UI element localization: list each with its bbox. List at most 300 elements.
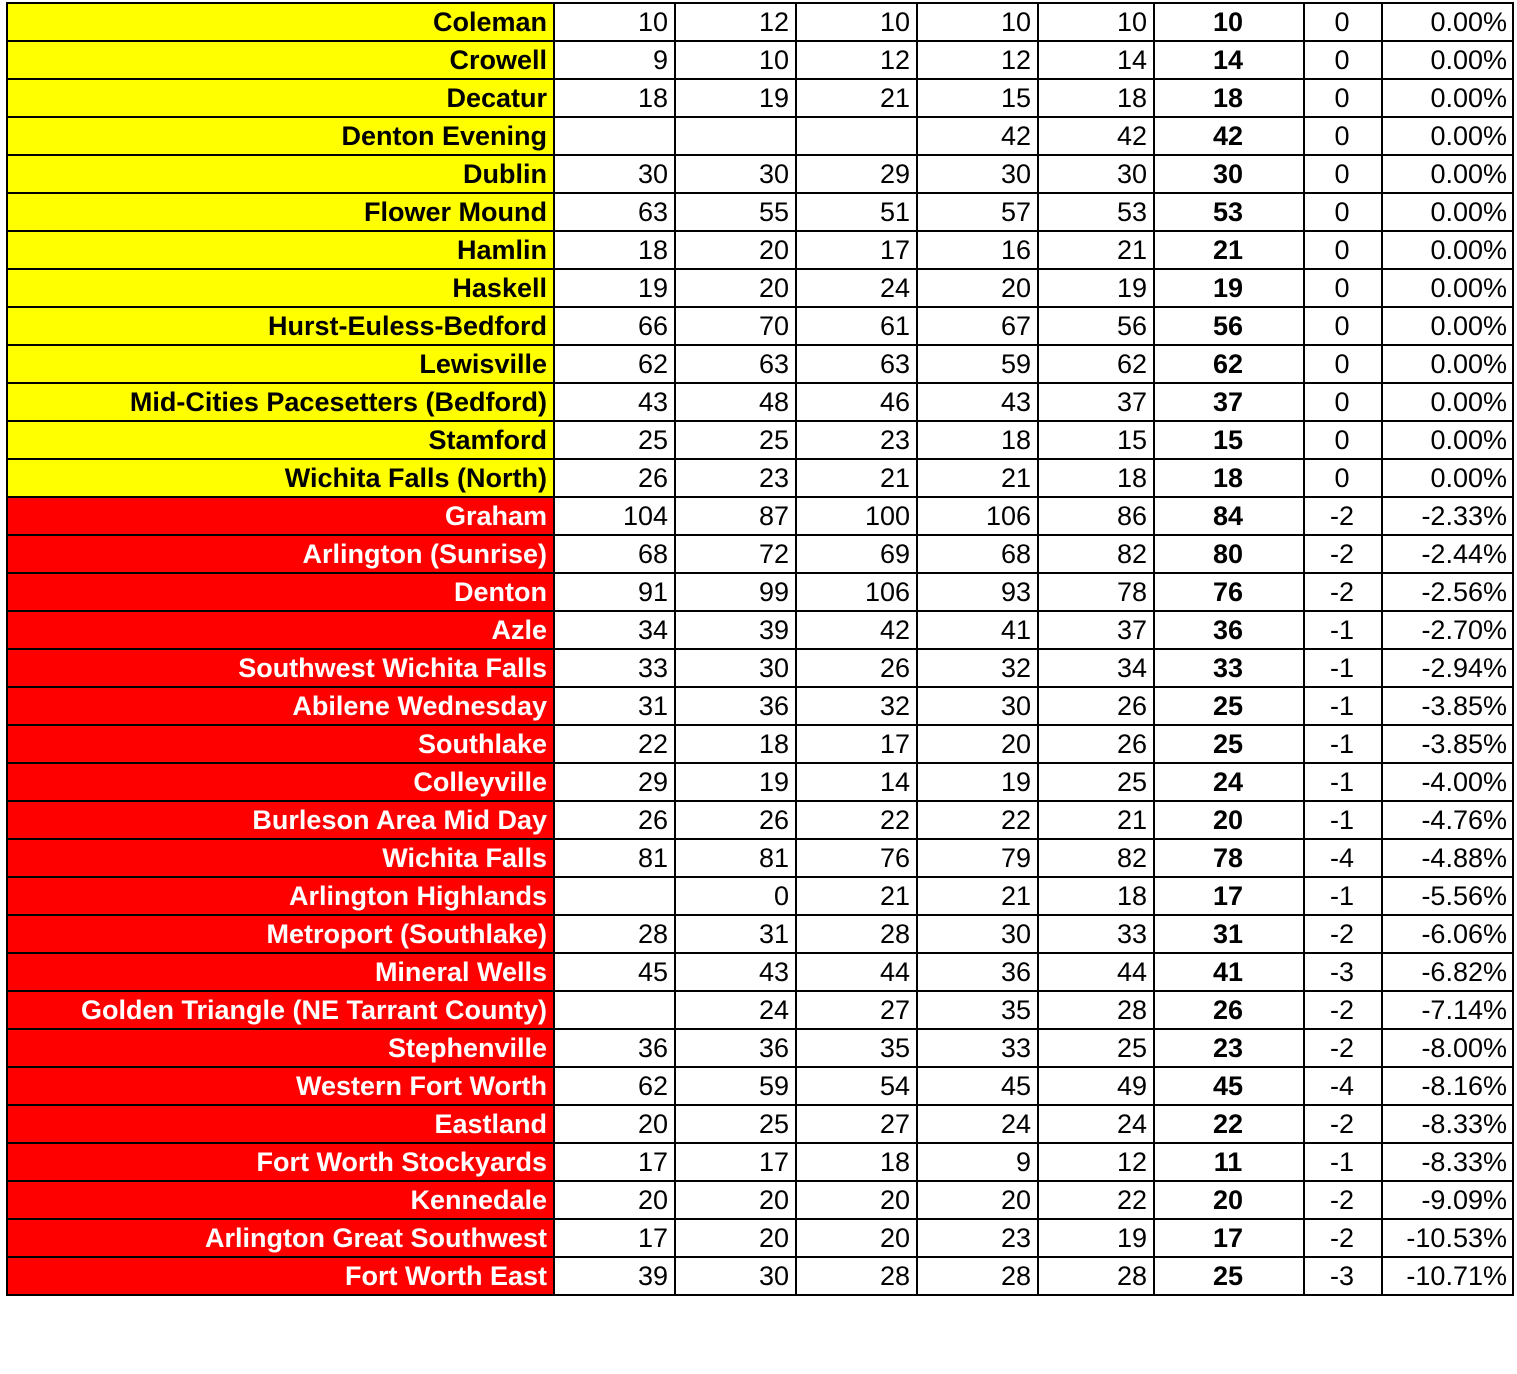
year5-cell[interactable]: 24 [1038,1105,1154,1143]
change-cell[interactable]: -2 [1304,1181,1382,1219]
current-count-cell[interactable]: 31 [1154,915,1304,953]
year3-cell[interactable]: 27 [796,1105,917,1143]
club-name-cell[interactable]: Haskell [7,269,554,307]
club-name-cell[interactable]: Dublin [7,155,554,193]
percent-change-cell[interactable]: -3.85% [1382,725,1513,763]
percent-change-cell[interactable]: -8.33% [1382,1105,1513,1143]
year1-cell[interactable]: 36 [554,1029,675,1067]
percent-change-cell[interactable]: 0.00% [1382,459,1513,497]
year2-cell[interactable]: 10 [675,41,796,79]
year4-cell[interactable]: 20 [917,725,1038,763]
year5-cell[interactable]: 12 [1038,1143,1154,1181]
year4-cell[interactable]: 35 [917,991,1038,1029]
year3-cell[interactable]: 28 [796,915,917,953]
club-name-cell[interactable]: Azle [7,611,554,649]
year1-cell[interactable]: 33 [554,649,675,687]
percent-change-cell[interactable]: -2.94% [1382,649,1513,687]
year2-cell[interactable]: 39 [675,611,796,649]
year4-cell[interactable]: 45 [917,1067,1038,1105]
year4-cell[interactable]: 15 [917,79,1038,117]
year5-cell[interactable]: 34 [1038,649,1154,687]
year2-cell[interactable]: 0 [675,877,796,915]
club-name-cell[interactable]: Lewisville [7,345,554,383]
club-name-cell[interactable]: Wichita Falls [7,839,554,877]
year4-cell[interactable]: 106 [917,497,1038,535]
year1-cell[interactable]: 17 [554,1219,675,1257]
club-name-cell[interactable]: Metroport (Southlake) [7,915,554,953]
change-cell[interactable]: -2 [1304,1029,1382,1067]
current-count-cell[interactable]: 24 [1154,763,1304,801]
current-count-cell[interactable]: 18 [1154,459,1304,497]
year1-cell[interactable]: 62 [554,1067,675,1105]
percent-change-cell[interactable]: -8.16% [1382,1067,1513,1105]
percent-change-cell[interactable]: 0.00% [1382,3,1513,41]
year5-cell[interactable]: 62 [1038,345,1154,383]
year4-cell[interactable]: 67 [917,307,1038,345]
current-count-cell[interactable]: 33 [1154,649,1304,687]
percent-change-cell[interactable]: -2.56% [1382,573,1513,611]
year2-cell[interactable]: 36 [675,687,796,725]
year1-cell[interactable]: 34 [554,611,675,649]
year2-cell[interactable] [675,117,796,155]
change-cell[interactable]: -1 [1304,801,1382,839]
year2-cell[interactable]: 99 [675,573,796,611]
percent-change-cell[interactable]: -3.85% [1382,687,1513,725]
change-cell[interactable]: -1 [1304,649,1382,687]
year1-cell[interactable]: 19 [554,269,675,307]
year2-cell[interactable]: 30 [675,1257,796,1295]
change-cell[interactable]: 0 [1304,79,1382,117]
change-cell[interactable]: -4 [1304,1067,1382,1105]
year5-cell[interactable]: 78 [1038,573,1154,611]
current-count-cell[interactable]: 25 [1154,725,1304,763]
percent-change-cell[interactable]: 0.00% [1382,307,1513,345]
year3-cell[interactable]: 18 [796,1143,917,1181]
change-cell[interactable]: -2 [1304,535,1382,573]
club-name-cell[interactable]: Kennedale [7,1181,554,1219]
year3-cell[interactable]: 10 [796,3,917,41]
current-count-cell[interactable]: 41 [1154,953,1304,991]
year3-cell[interactable]: 42 [796,611,917,649]
year3-cell[interactable]: 17 [796,231,917,269]
year1-cell[interactable]: 63 [554,193,675,231]
percent-change-cell[interactable]: 0.00% [1382,41,1513,79]
year4-cell[interactable]: 22 [917,801,1038,839]
percent-change-cell[interactable]: 0.00% [1382,269,1513,307]
year3-cell[interactable]: 21 [796,79,917,117]
club-name-cell[interactable]: Fort Worth Stockyards [7,1143,554,1181]
year2-cell[interactable]: 59 [675,1067,796,1105]
year5-cell[interactable]: 82 [1038,535,1154,573]
percent-change-cell[interactable]: 0.00% [1382,79,1513,117]
year3-cell[interactable]: 51 [796,193,917,231]
percent-change-cell[interactable]: 0.00% [1382,117,1513,155]
club-name-cell[interactable]: Denton [7,573,554,611]
club-name-cell[interactable]: Burleson Area Mid Day [7,801,554,839]
year3-cell[interactable]: 14 [796,763,917,801]
year2-cell[interactable]: 20 [675,231,796,269]
year1-cell[interactable]: 26 [554,459,675,497]
change-cell[interactable]: -1 [1304,877,1382,915]
current-count-cell[interactable]: 15 [1154,421,1304,459]
year2-cell[interactable]: 20 [675,269,796,307]
year2-cell[interactable]: 19 [675,763,796,801]
year2-cell[interactable]: 24 [675,991,796,1029]
club-name-cell[interactable]: Arlington Highlands [7,877,554,915]
year4-cell[interactable]: 20 [917,269,1038,307]
year2-cell[interactable]: 20 [675,1219,796,1257]
year3-cell[interactable]: 44 [796,953,917,991]
year4-cell[interactable]: 32 [917,649,1038,687]
year4-cell[interactable]: 9 [917,1143,1038,1181]
year5-cell[interactable]: 37 [1038,611,1154,649]
year4-cell[interactable]: 19 [917,763,1038,801]
year5-cell[interactable]: 14 [1038,41,1154,79]
percent-change-cell[interactable]: -6.06% [1382,915,1513,953]
percent-change-cell[interactable]: 0.00% [1382,383,1513,421]
current-count-cell[interactable]: 14 [1154,41,1304,79]
year3-cell[interactable]: 63 [796,345,917,383]
year3-cell[interactable]: 29 [796,155,917,193]
year5-cell[interactable]: 19 [1038,1219,1154,1257]
year4-cell[interactable]: 33 [917,1029,1038,1067]
percent-change-cell[interactable]: -2.33% [1382,497,1513,535]
year4-cell[interactable]: 93 [917,573,1038,611]
year2-cell[interactable]: 31 [675,915,796,953]
percent-change-cell[interactable]: 0.00% [1382,345,1513,383]
year2-cell[interactable]: 30 [675,155,796,193]
year4-cell[interactable]: 20 [917,1181,1038,1219]
year4-cell[interactable]: 24 [917,1105,1038,1143]
current-count-cell[interactable]: 37 [1154,383,1304,421]
club-name-cell[interactable]: Arlington Great Southwest [7,1219,554,1257]
change-cell[interactable]: 0 [1304,383,1382,421]
year5-cell[interactable]: 21 [1038,231,1154,269]
change-cell[interactable]: -4 [1304,839,1382,877]
year3-cell[interactable]: 23 [796,421,917,459]
change-cell[interactable]: -2 [1304,573,1382,611]
club-name-cell[interactable]: Hurst-Euless-Bedford [7,307,554,345]
current-count-cell[interactable]: 62 [1154,345,1304,383]
year5-cell[interactable]: 56 [1038,307,1154,345]
year1-cell[interactable]: 104 [554,497,675,535]
club-name-cell[interactable]: Flower Mound [7,193,554,231]
year5-cell[interactable]: 53 [1038,193,1154,231]
current-count-cell[interactable]: 21 [1154,231,1304,269]
club-name-cell[interactable]: Southwest Wichita Falls [7,649,554,687]
year5-cell[interactable]: 33 [1038,915,1154,953]
current-count-cell[interactable]: 56 [1154,307,1304,345]
current-count-cell[interactable]: 17 [1154,877,1304,915]
year3-cell[interactable]: 106 [796,573,917,611]
year3-cell[interactable] [796,117,917,155]
club-name-cell[interactable]: Stamford [7,421,554,459]
year3-cell[interactable]: 32 [796,687,917,725]
year3-cell[interactable]: 35 [796,1029,917,1067]
percent-change-cell[interactable]: 0.00% [1382,421,1513,459]
year2-cell[interactable]: 18 [675,725,796,763]
club-name-cell[interactable]: Arlington (Sunrise) [7,535,554,573]
year5-cell[interactable]: 42 [1038,117,1154,155]
year5-cell[interactable]: 22 [1038,1181,1154,1219]
year4-cell[interactable]: 30 [917,687,1038,725]
year4-cell[interactable]: 28 [917,1257,1038,1295]
change-cell[interactable]: -2 [1304,1105,1382,1143]
current-count-cell[interactable]: 26 [1154,991,1304,1029]
year1-cell[interactable]: 31 [554,687,675,725]
year5-cell[interactable]: 28 [1038,991,1154,1029]
percent-change-cell[interactable]: 0.00% [1382,193,1513,231]
year5-cell[interactable]: 18 [1038,877,1154,915]
year4-cell[interactable]: 16 [917,231,1038,269]
year2-cell[interactable]: 30 [675,649,796,687]
current-count-cell[interactable]: 84 [1154,497,1304,535]
year3-cell[interactable]: 17 [796,725,917,763]
year5-cell[interactable]: 26 [1038,687,1154,725]
percent-change-cell[interactable]: -4.76% [1382,801,1513,839]
change-cell[interactable]: 0 [1304,3,1382,41]
year5-cell[interactable]: 21 [1038,801,1154,839]
year1-cell[interactable]: 17 [554,1143,675,1181]
year1-cell[interactable]: 18 [554,79,675,117]
year3-cell[interactable]: 100 [796,497,917,535]
club-name-cell[interactable]: Mineral Wells [7,953,554,991]
year2-cell[interactable]: 70 [675,307,796,345]
percent-change-cell[interactable]: 0.00% [1382,155,1513,193]
club-name-cell[interactable]: Crowell [7,41,554,79]
current-count-cell[interactable]: 76 [1154,573,1304,611]
club-name-cell[interactable]: Decatur [7,79,554,117]
year4-cell[interactable]: 68 [917,535,1038,573]
year5-cell[interactable]: 37 [1038,383,1154,421]
current-count-cell[interactable]: 10 [1154,3,1304,41]
year1-cell[interactable]: 81 [554,839,675,877]
percent-change-cell[interactable]: -4.88% [1382,839,1513,877]
change-cell[interactable]: -1 [1304,1143,1382,1181]
change-cell[interactable]: 0 [1304,155,1382,193]
year4-cell[interactable]: 23 [917,1219,1038,1257]
club-name-cell[interactable]: Western Fort Worth [7,1067,554,1105]
year5-cell[interactable]: 82 [1038,839,1154,877]
current-count-cell[interactable]: 78 [1154,839,1304,877]
current-count-cell[interactable]: 25 [1154,687,1304,725]
current-count-cell[interactable]: 18 [1154,79,1304,117]
year5-cell[interactable]: 26 [1038,725,1154,763]
year1-cell[interactable]: 45 [554,953,675,991]
current-count-cell[interactable]: 36 [1154,611,1304,649]
year2-cell[interactable]: 26 [675,801,796,839]
year1-cell[interactable]: 43 [554,383,675,421]
change-cell[interactable]: -2 [1304,1219,1382,1257]
change-cell[interactable]: -3 [1304,1257,1382,1295]
change-cell[interactable]: -1 [1304,611,1382,649]
year4-cell[interactable]: 30 [917,915,1038,953]
current-count-cell[interactable]: 42 [1154,117,1304,155]
current-count-cell[interactable]: 20 [1154,1181,1304,1219]
current-count-cell[interactable]: 20 [1154,801,1304,839]
year1-cell[interactable]: 68 [554,535,675,573]
year3-cell[interactable]: 46 [796,383,917,421]
year1-cell[interactable] [554,877,675,915]
year3-cell[interactable]: 76 [796,839,917,877]
current-count-cell[interactable]: 30 [1154,155,1304,193]
year4-cell[interactable]: 30 [917,155,1038,193]
year1-cell[interactable]: 39 [554,1257,675,1295]
change-cell[interactable]: 0 [1304,117,1382,155]
year2-cell[interactable]: 23 [675,459,796,497]
change-cell[interactable]: 0 [1304,421,1382,459]
year2-cell[interactable]: 55 [675,193,796,231]
year3-cell[interactable]: 20 [796,1181,917,1219]
year3-cell[interactable]: 28 [796,1257,917,1295]
current-count-cell[interactable]: 17 [1154,1219,1304,1257]
percent-change-cell[interactable]: -8.00% [1382,1029,1513,1067]
year4-cell[interactable]: 18 [917,421,1038,459]
current-count-cell[interactable]: 25 [1154,1257,1304,1295]
percent-change-cell[interactable]: -4.00% [1382,763,1513,801]
change-cell[interactable]: -2 [1304,915,1382,953]
change-cell[interactable]: -2 [1304,991,1382,1029]
year1-cell[interactable] [554,991,675,1029]
year4-cell[interactable]: 42 [917,117,1038,155]
percent-change-cell[interactable]: -10.71% [1382,1257,1513,1295]
club-name-cell[interactable]: Abilene Wednesday [7,687,554,725]
year1-cell[interactable]: 25 [554,421,675,459]
year3-cell[interactable]: 27 [796,991,917,1029]
change-cell[interactable]: 0 [1304,269,1382,307]
year4-cell[interactable]: 79 [917,839,1038,877]
club-name-cell[interactable]: Denton Evening [7,117,554,155]
club-name-cell[interactable]: Colleyville [7,763,554,801]
change-cell[interactable]: 0 [1304,307,1382,345]
year3-cell[interactable]: 61 [796,307,917,345]
year3-cell[interactable]: 20 [796,1219,917,1257]
current-count-cell[interactable]: 80 [1154,535,1304,573]
year4-cell[interactable]: 21 [917,877,1038,915]
year4-cell[interactable]: 41 [917,611,1038,649]
year1-cell[interactable]: 20 [554,1181,675,1219]
year2-cell[interactable]: 20 [675,1181,796,1219]
year3-cell[interactable]: 12 [796,41,917,79]
year1-cell[interactable]: 9 [554,41,675,79]
year4-cell[interactable]: 36 [917,953,1038,991]
year4-cell[interactable]: 10 [917,3,1038,41]
year5-cell[interactable]: 15 [1038,421,1154,459]
club-name-cell[interactable]: Golden Triangle (NE Tarrant County) [7,991,554,1029]
current-count-cell[interactable]: 53 [1154,193,1304,231]
year5-cell[interactable]: 44 [1038,953,1154,991]
year3-cell[interactable]: 21 [796,459,917,497]
year2-cell[interactable]: 72 [675,535,796,573]
year4-cell[interactable]: 59 [917,345,1038,383]
year5-cell[interactable]: 18 [1038,79,1154,117]
year1-cell[interactable]: 18 [554,231,675,269]
current-count-cell[interactable]: 23 [1154,1029,1304,1067]
percent-change-cell[interactable]: -6.82% [1382,953,1513,991]
year5-cell[interactable]: 25 [1038,1029,1154,1067]
year2-cell[interactable]: 25 [675,1105,796,1143]
year5-cell[interactable]: 49 [1038,1067,1154,1105]
percent-change-cell[interactable]: -2.44% [1382,535,1513,573]
percent-change-cell[interactable]: -7.14% [1382,991,1513,1029]
year5-cell[interactable]: 25 [1038,763,1154,801]
year5-cell[interactable]: 86 [1038,497,1154,535]
year1-cell[interactable]: 22 [554,725,675,763]
change-cell[interactable]: 0 [1304,41,1382,79]
year5-cell[interactable]: 18 [1038,459,1154,497]
club-name-cell[interactable]: Stephenville [7,1029,554,1067]
change-cell[interactable]: -1 [1304,725,1382,763]
change-cell[interactable]: -2 [1304,497,1382,535]
club-name-cell[interactable]: Southlake [7,725,554,763]
change-cell[interactable]: 0 [1304,193,1382,231]
year1-cell[interactable]: 30 [554,155,675,193]
year1-cell[interactable]: 66 [554,307,675,345]
change-cell[interactable]: -3 [1304,953,1382,991]
year2-cell[interactable]: 19 [675,79,796,117]
year1-cell[interactable]: 91 [554,573,675,611]
year3-cell[interactable]: 22 [796,801,917,839]
year2-cell[interactable]: 87 [675,497,796,535]
year1-cell[interactable]: 62 [554,345,675,383]
change-cell[interactable]: -1 [1304,763,1382,801]
club-name-cell[interactable]: Eastland [7,1105,554,1143]
year1-cell[interactable] [554,117,675,155]
change-cell[interactable]: -1 [1304,687,1382,725]
percent-change-cell[interactable]: -5.56% [1382,877,1513,915]
year3-cell[interactable]: 26 [796,649,917,687]
year1-cell[interactable]: 10 [554,3,675,41]
year2-cell[interactable]: 36 [675,1029,796,1067]
year2-cell[interactable]: 25 [675,421,796,459]
year1-cell[interactable]: 29 [554,763,675,801]
change-cell[interactable]: 0 [1304,459,1382,497]
year1-cell[interactable]: 26 [554,801,675,839]
current-count-cell[interactable]: 19 [1154,269,1304,307]
year5-cell[interactable]: 30 [1038,155,1154,193]
year2-cell[interactable]: 63 [675,345,796,383]
year2-cell[interactable]: 17 [675,1143,796,1181]
club-name-cell[interactable]: Wichita Falls (North) [7,459,554,497]
change-cell[interactable]: 0 [1304,231,1382,269]
club-name-cell[interactable]: Graham [7,497,554,535]
year4-cell[interactable]: 21 [917,459,1038,497]
year1-cell[interactable]: 28 [554,915,675,953]
year4-cell[interactable]: 43 [917,383,1038,421]
year5-cell[interactable]: 10 [1038,3,1154,41]
percent-change-cell[interactable]: -2.70% [1382,611,1513,649]
year3-cell[interactable]: 54 [796,1067,917,1105]
year2-cell[interactable]: 43 [675,953,796,991]
year2-cell[interactable]: 48 [675,383,796,421]
year5-cell[interactable]: 28 [1038,1257,1154,1295]
year4-cell[interactable]: 57 [917,193,1038,231]
year4-cell[interactable]: 12 [917,41,1038,79]
percent-change-cell[interactable]: -10.53% [1382,1219,1513,1257]
current-count-cell[interactable]: 11 [1154,1143,1304,1181]
percent-change-cell[interactable]: 0.00% [1382,231,1513,269]
club-name-cell[interactable]: Coleman [7,3,554,41]
current-count-cell[interactable]: 22 [1154,1105,1304,1143]
percent-change-cell[interactable]: -9.09% [1382,1181,1513,1219]
club-name-cell[interactable]: Mid-Cities Pacesetters (Bedford) [7,383,554,421]
current-count-cell[interactable]: 45 [1154,1067,1304,1105]
club-name-cell[interactable]: Hamlin [7,231,554,269]
year1-cell[interactable]: 20 [554,1105,675,1143]
change-cell[interactable]: 0 [1304,345,1382,383]
percent-change-cell[interactable]: -8.33% [1382,1143,1513,1181]
year3-cell[interactable]: 24 [796,269,917,307]
